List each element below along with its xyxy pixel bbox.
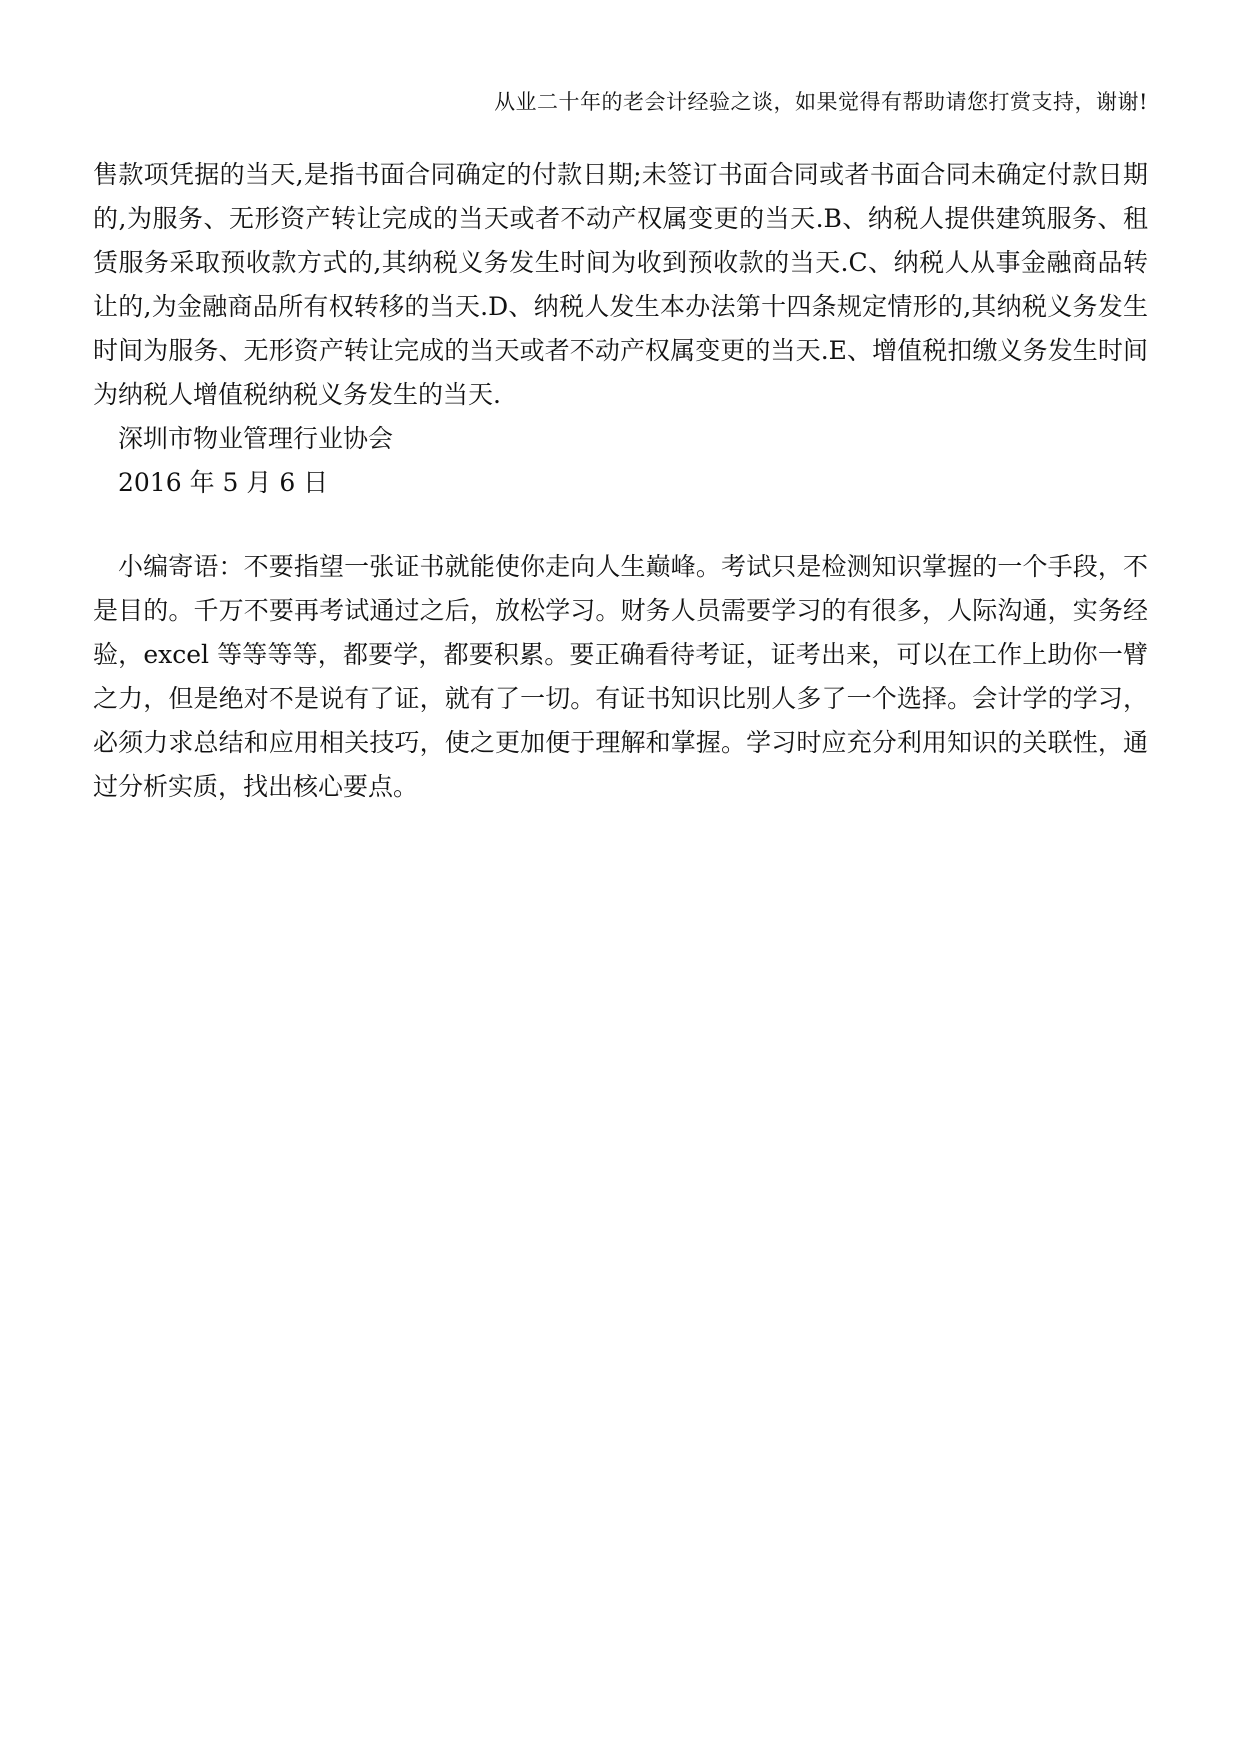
signature-date: 2016 年 5 月 6 日 [118,468,329,497]
document-body [93,153,1148,809]
editor-note-paragraph: 小编寄语：不要指望一张证书就能使你走向人生巅峰。考试只是检测知识掌握的一个手段，不是目的。千万不要再考试通过之后，放松学习。财务人员需要学习的有很多，人际沟通，实务经验，excel 等等等等，都要学，都要积累。要正确看待考证，证考出来，可以在工作上助你一臂之力，但是绝对不是说有了证，就有了一切。有证书知识比别人多了一个选择。会计学的学习，必须力求总结和应用相关技巧，使之更加便于理解和掌握。学习时应充分利用知识的关联性，通过分析实质，找出核心要点。 [93,552,1148,801]
section-spacer [93,505,1148,545]
signature-organization: 深圳市物业管理行业协会 [118,424,394,453]
page-header: 从业二十年的老会计经验之谈，如果觉得有帮助请您打赏支持，谢谢! [494,90,1148,114]
tax-obligation-paragraph: 售款项凭据的当天,是指书面合同确定的付款日期;未签订书面合同或者书面合同未确定付款日期的,为服务、无形资产转让完成的当天或者不动产权属变更的当天.B、纳税人提供建筑服务、租赁服务采取预收款方式的,其纳税义务发生时间为收到预收款的当天.C、纳税人从事金融商品转让的,为金融商品所有权转移的当天.D、纳税人发生本办法第十四条规定情形的,其纳税义务发生时间为服务、无形资产转让完成的当天或者不动产权属变更的当天.E、增值税扣缴义务发生时间为纳税人增值税纳税义务发生的当天. [93,160,1148,409]
